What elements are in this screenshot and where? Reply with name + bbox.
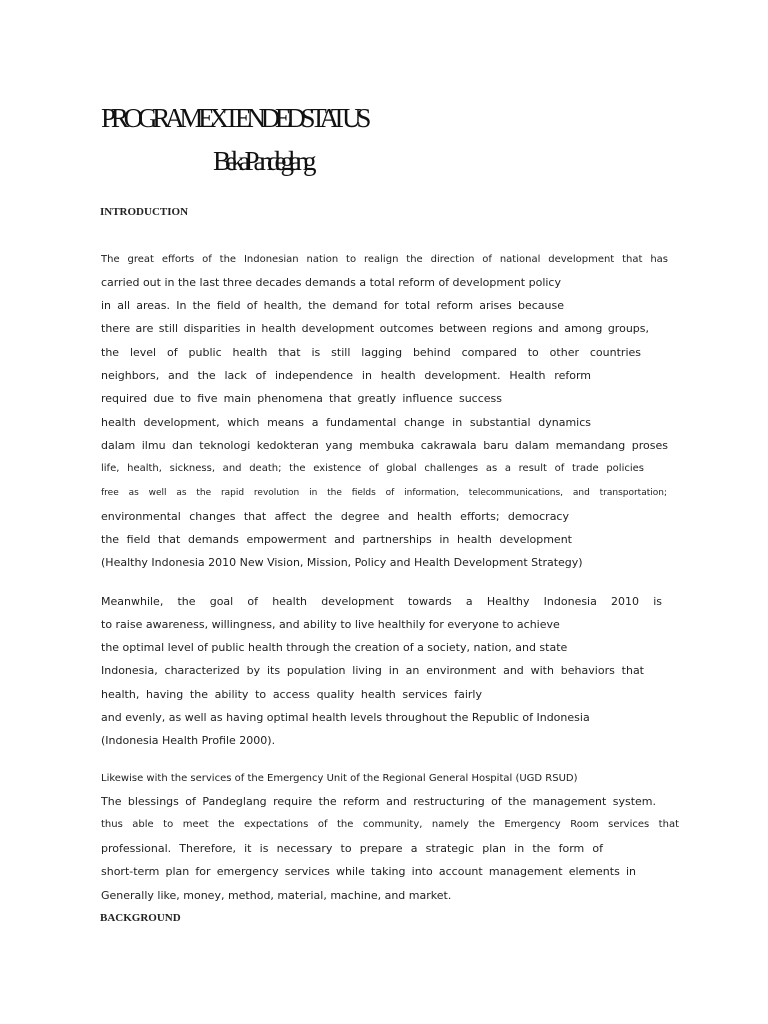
paragraph-line: there are still disparities in health development outcomes between regions and among groups,: [101, 322, 649, 335]
section-heading-background: BACKGROUND: [100, 912, 181, 924]
paragraph-line: health development, which means a fundamental change in substantial dynamics: [101, 416, 591, 429]
paragraph-line: (Healthy Indonesia 2010 New Vision, Mission, Policy and Health Development Strategy): [101, 556, 583, 569]
paragraph-line: thus able to meet the expectations of the community, namely the Emergency Room services that: [101, 819, 679, 830]
paragraph-line: to raise awareness, willingness, and ability to live healthily for everyone to achieve: [101, 618, 560, 631]
paragraph-line: the field that demands empowerment and partnerships in health development: [101, 533, 572, 546]
paragraph-line: (Indonesia Health Profile 2000).: [101, 734, 276, 747]
section-heading-introduction: INTRODUCTION: [100, 206, 189, 218]
paragraph-line: neighbors, and the lack of independence in health development. Health reform: [101, 369, 591, 382]
paragraph-line: carried out in the last three decades demands a total reform of development policy: [101, 276, 561, 289]
paragraph-line: professional. Therefore, it is necessary to prepare a strategic plan in the form of: [101, 842, 603, 855]
paragraph-line: free as well as the rapid revolution in the fields of information, telecommunications, and transportation;: [101, 488, 667, 498]
paragraph-line: environmental changes that affect the degree and health efforts; democracy: [101, 510, 569, 523]
document-subtitle: BekaPandeglang: [213, 146, 311, 176]
paragraph-line: and evenly, as well as having optimal health levels throughout the Republic of Indonesia: [101, 711, 590, 724]
paragraph-line: dalam ilmu dan teknologi kedokteran yang membuka cakrawala baru dalam memandang proses: [101, 439, 668, 452]
paragraph-line: health, having the ability to access quality health services fairly: [101, 688, 482, 701]
paragraph-line: Indonesia, characterized by its population living in an environment and with behaviors that: [101, 664, 644, 677]
paragraph-line: Likewise with the services of the Emergency Unit of the Regional General Hospital (UGD RSUD): [101, 773, 578, 784]
paragraph-line: short-term plan for emergency services while taking into account management elements in: [101, 865, 636, 878]
paragraph-line: the optimal level of public health through the creation of a society, nation, and state: [101, 641, 568, 654]
paragraph-line: Generally like, money, method, material, machine, and market.: [101, 889, 452, 902]
paragraph-line: life, health, sickness, and death; the existence of global challenges as a result of trade policies: [101, 463, 644, 474]
document-title: PROGRAMEXTENDEDSTATUS: [101, 103, 367, 133]
paragraph-line: the level of public health that is still lagging behind compared to other countries: [101, 346, 641, 359]
paragraph-line: in all areas. In the field of health, the demand for total reform arises because: [101, 299, 564, 312]
paragraph-line: required due to five main phenomena that greatly influence success: [101, 392, 502, 405]
paragraph-line: The great efforts of the Indonesian nation to realign the direction of national development that has: [101, 254, 668, 265]
paragraph-line: Meanwhile, the goal of health development towards a Healthy Indonesia 2010 is: [101, 595, 662, 608]
paragraph-line: The blessings of Pandeglang require the reform and restructuring of the management system.: [101, 795, 656, 808]
